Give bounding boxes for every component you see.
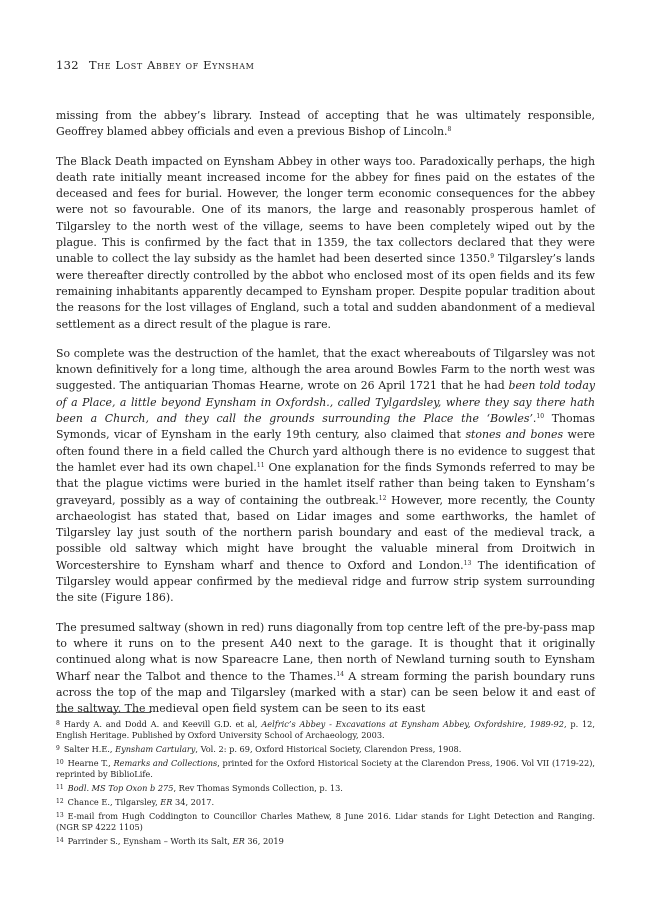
footnote-13: [56, 810, 595, 834]
footnote-text: , Vol. 2: p. 69, Oxford Historical Society, Clarendon Press, 1908.: [195, 744, 462, 755]
running-title: The Lost Abbey of Eynsham: [88, 58, 255, 72]
text-run: One explanation for the finds Symonds referred to may be that the plague victims were buried in the hamlet itself rather than being taken to Eynsham’s graveyard, possibly as a way of containing the outbreak.: [56, 460, 596, 507]
footnote-ref-9[interactable]: 9: [490, 253, 495, 261]
footnote-ref-13[interactable]: 13: [463, 559, 472, 567]
footnote-text: 36, 2019: [244, 836, 284, 846]
footnote-number: 9: [56, 745, 60, 753]
hearne-quote: been told today of a Place, a little beyond Eynsham in Oxfordsh., called Tylgardsley, where they say there hath been a Church, and they call the grounds surrounding the Place the ‘Bowles’.: [56, 379, 595, 426]
footnote-10: [56, 757, 595, 781]
footnote-text: Parrinder S., Eynsham – Worth its Salt,: [67, 836, 233, 846]
text-run: Tilgarsley’s lands were thereafter directly controlled by the abbot who enclosed most of its open fields and its few remaining inhabitants apparently decamped to Eynsham proper. Despite popular tradition about the reasons for the lost villages of England, such a total and sudden abandonment of a medieval settlement as a direct result of the plague is rare.: [56, 252, 595, 331]
paragraph-3: [56, 346, 595, 607]
footnote-number: 13: [56, 811, 64, 819]
body-text: [56, 108, 595, 717]
paragraph-2: [56, 154, 595, 333]
text-run: However, more recently, the County archaeologist has stated that, based on Lidar images and some earthworks, the hamlet of Tilgarsley lay just south of the northern parish boundary and east of the medieval track, a possible old saltway which might have brought the valuable mineral from Droitwich in Worcestershire to Eynsham wharf and thence to Oxford and London.: [56, 493, 595, 572]
footnote-8: [56, 718, 595, 742]
footnote-ref-14[interactable]: 14: [336, 670, 344, 678]
text-run: The Black Death impacted on Eynsham Abbey in other ways too. Paradoxically perhaps, the high death rate initially meant increased income for the abbey for fines paid on the estates of the deceased and fees for burial. However, the longer term economic consequences for the abbey were not so favourable. One of its manors, the large and reasonably prosperous hamlet of Tilgarsley to the north west of the village, seems to have been completely wiped out by the plague. This is confirmed by the fact that in 1359, the tax collectors declared that they were unable to collect the lay subsidy as the hamlet had been deserted since 1350.: [56, 154, 595, 266]
footnote-number: 14: [56, 837, 64, 844]
footnote-italic: Remarks and Collections: [113, 758, 218, 768]
footnote-text: Hardy A. and Dodd A. and Keevill G.D. et al,: [63, 719, 262, 729]
paragraph-4: [56, 620, 595, 718]
footnote-text: 34, 2017.: [172, 797, 215, 807]
footnote-italic: Aelfric’s Abbey - Excavations at Eynsham Abbey, Oxfordshire, 1989-92: [261, 719, 564, 729]
text-run: Thomas Symonds, vicar of Eynsham in the early 19th century, also claimed that: [56, 412, 595, 442]
footnote-text: Hearne T.,: [67, 758, 114, 768]
footnote-ref-8[interactable]: 8: [447, 126, 452, 134]
footnote-italic: ER: [232, 836, 245, 846]
footnote-number: 10: [56, 759, 64, 766]
footnote-divider: [56, 712, 151, 713]
footnote-11: [56, 782, 595, 794]
footnote-9: [56, 743, 595, 755]
footnotes: [56, 718, 595, 849]
footnote-italic: Bodl. MS Top Oxon b 275: [67, 783, 174, 794]
footnote-14: [56, 835, 595, 847]
footnote-text: E-mail from Hugh Coddington to Councillor Charles Mathew, 8 June 2016. Lidar stands for Light Detection and Ranging. (NGR SP 4222 1105): [56, 810, 595, 833]
text-run: So complete was the destruction of the hamlet, that the exact whereabouts of Tilgarsley was not known definitively for a long time, although the area around Bowles Farm to the north west was suggested. The antiquarian Thomas Hearne, wrote on 26 April 1721 that he had: [56, 346, 595, 393]
running-head: [56, 58, 254, 72]
text-run: The presumed saltway (shown in red) runs diagonally from top centre left of the pre-by-pass map to where it runs on to the present A40 next to the garage. It is thought that it originally continued along what is now Spareacre Lane, then north of Newland turning south to Eynsham Wharf near the Talbot and thence to the Thames.: [56, 620, 595, 683]
footnote-italic: ER: [160, 797, 173, 807]
footnote-ref-11[interactable]: 11: [256, 461, 265, 469]
paragraph-1: [56, 108, 595, 141]
text-run: A stream forming the parish boundary runs across the top of the map and Tilgarsley (marked with a star) can be seen below it and east of the saltway. The medieval open field system can be seen to its east: [56, 669, 595, 716]
footnote-text: , printed for the Oxford Historical Society at the Clarendon Press, 1906. Vol VII (1719-22), reprinted by BiblioLife.: [56, 758, 595, 780]
text-run: missing from the abbey’s library. Instead of accepting that he was ultimately responsible, Geoffrey blamed abbey officials and even a previous Bishop of Lincoln.: [56, 109, 595, 139]
page-number: 132: [56, 58, 79, 72]
footnote-number: 11: [56, 784, 64, 792]
footnote-text: , Rev Thomas Symonds Collection, p. 13.: [173, 783, 343, 794]
footnote-12: [56, 796, 595, 808]
footnote-ref-12[interactable]: 12: [378, 494, 387, 502]
footnote-text: Chance E., Tilgarsley,: [67, 797, 161, 807]
footnote-number: 8: [56, 720, 60, 727]
symonds-quote: stones and bones: [465, 428, 564, 442]
footnote-text: Salter H.E.,: [63, 744, 116, 755]
text-run: The identification of Tilgarsley would appear confirmed by the medieval ridge and furrow strip system surrounding the site (Figure 186).: [56, 558, 595, 605]
text-run: were often found there in a field called the Church yard although there is no evidence to suggest that the hamlet ever had its own chapel.: [56, 428, 595, 474]
footnote-number: 12: [56, 798, 64, 805]
footnote-italic: Eynsham Cartulary: [115, 744, 196, 755]
footnote-text: , p. 12, English Heritage. Published by Oxford University School of Archaeology, 2003.: [56, 719, 595, 741]
footnote-ref-10[interactable]: 10: [536, 413, 545, 421]
